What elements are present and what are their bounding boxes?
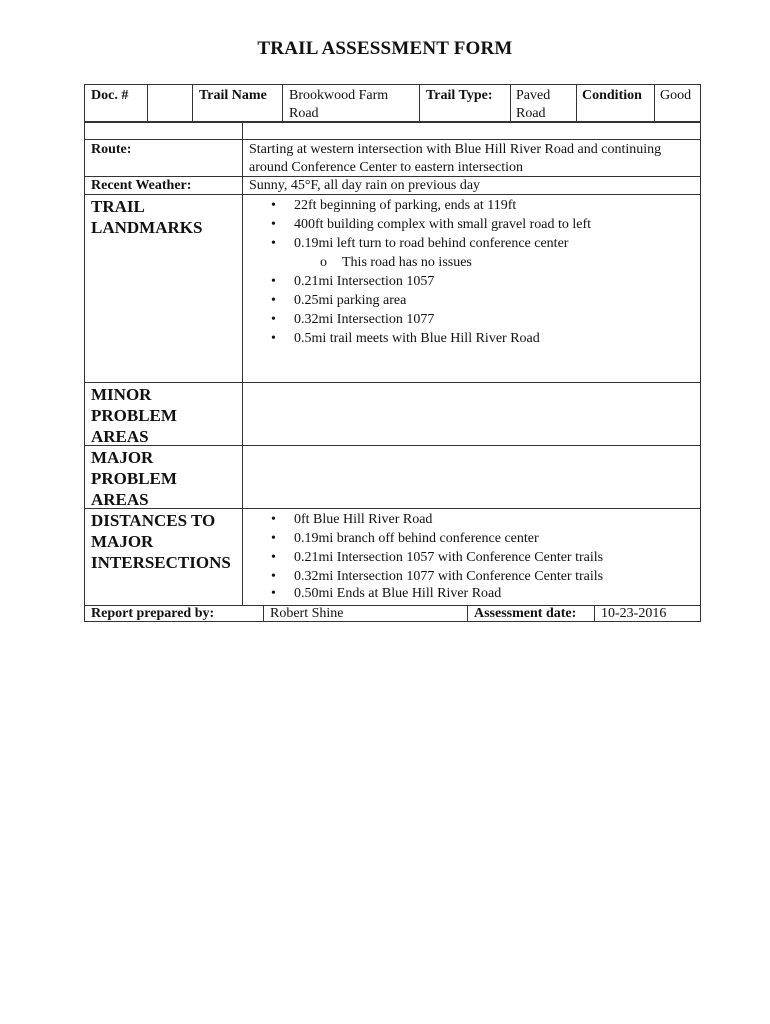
column-divider xyxy=(467,605,468,622)
weather-value: Sunny, 45°F, all day rain on previous day xyxy=(249,178,481,193)
list-item: • 22ft beginning of parking, ends at 119ft xyxy=(268,196,591,215)
distances-list xyxy=(268,510,603,602)
header-divider xyxy=(147,84,148,122)
route-value: Starting at western intersection with Blue Hill River Road and continuing around Conference Center to eastern intersection xyxy=(249,142,662,175)
row-divider xyxy=(84,139,701,140)
minor-problems-label: MINOR PROBLEM AREAS xyxy=(91,385,177,446)
header-divider xyxy=(282,84,283,122)
header-divider xyxy=(192,84,193,122)
list-item: • 0.21mi Intersection 1057 with Conference Center trails xyxy=(268,548,603,567)
trail-type-label: Trail Type: xyxy=(426,88,493,103)
column-divider xyxy=(594,605,595,622)
row-divider xyxy=(84,382,701,383)
prepared-by-label: Report prepared by: xyxy=(91,606,215,621)
condition-value: Good xyxy=(660,88,692,103)
form-title: TRAIL ASSESSMENT FORM xyxy=(257,38,513,59)
list-item: • 0.25mi parking area xyxy=(268,291,591,310)
prepared-by-value: Robert Shine xyxy=(270,606,344,621)
header-divider xyxy=(576,84,577,122)
route-label: Route: xyxy=(91,142,132,157)
list-item: • 0.5mi trail meets with Blue Hill River Road xyxy=(268,329,591,348)
distances-label: DISTANCES TO MAJOR INTERSECTIONS xyxy=(91,511,231,572)
list-item: • 0.19mi left turn to road behind conference center xyxy=(268,234,591,253)
list-item: • 0.32mi Intersection 1077 with Conference Center trails xyxy=(268,567,603,586)
header-divider xyxy=(510,84,511,122)
header-divider xyxy=(654,84,655,122)
list-item: • 0.32mi Intersection 1077 xyxy=(268,310,591,329)
trail-name-value: Brookwood Farm Road xyxy=(289,88,389,121)
condition-label: Condition xyxy=(582,88,642,103)
column-divider xyxy=(263,605,264,622)
list-item: • 400ft building complex with small gravel road to left xyxy=(268,215,591,234)
landmarks-label: TRAIL LANDMARKS xyxy=(91,197,203,237)
major-problems-label: MAJOR PROBLEM AREAS xyxy=(91,448,177,509)
landmarks-list xyxy=(268,196,591,348)
list-item: • 0.50mi Ends at Blue Hill River Road xyxy=(268,586,603,602)
trail-name-label: Trail Name xyxy=(199,88,267,103)
assessment-date-label: Assessment date: xyxy=(474,606,577,621)
list-item: • 0.19mi branch off behind conference center xyxy=(268,529,603,548)
doc-number-field[interactable] xyxy=(151,87,189,117)
doc-number-label: Doc. # xyxy=(91,88,129,103)
header-divider xyxy=(419,84,420,122)
assessment-date-value: 10-23-2016 xyxy=(601,606,667,621)
list-item: • 0.21mi Intersection 1057 xyxy=(268,272,591,291)
list-item: • 0ft Blue Hill River Road xyxy=(268,510,603,529)
trail-type-value: Paved Road xyxy=(516,88,551,121)
weather-label: Recent Weather: xyxy=(91,178,192,193)
sub-list-item: o This road has no issues xyxy=(268,253,591,272)
